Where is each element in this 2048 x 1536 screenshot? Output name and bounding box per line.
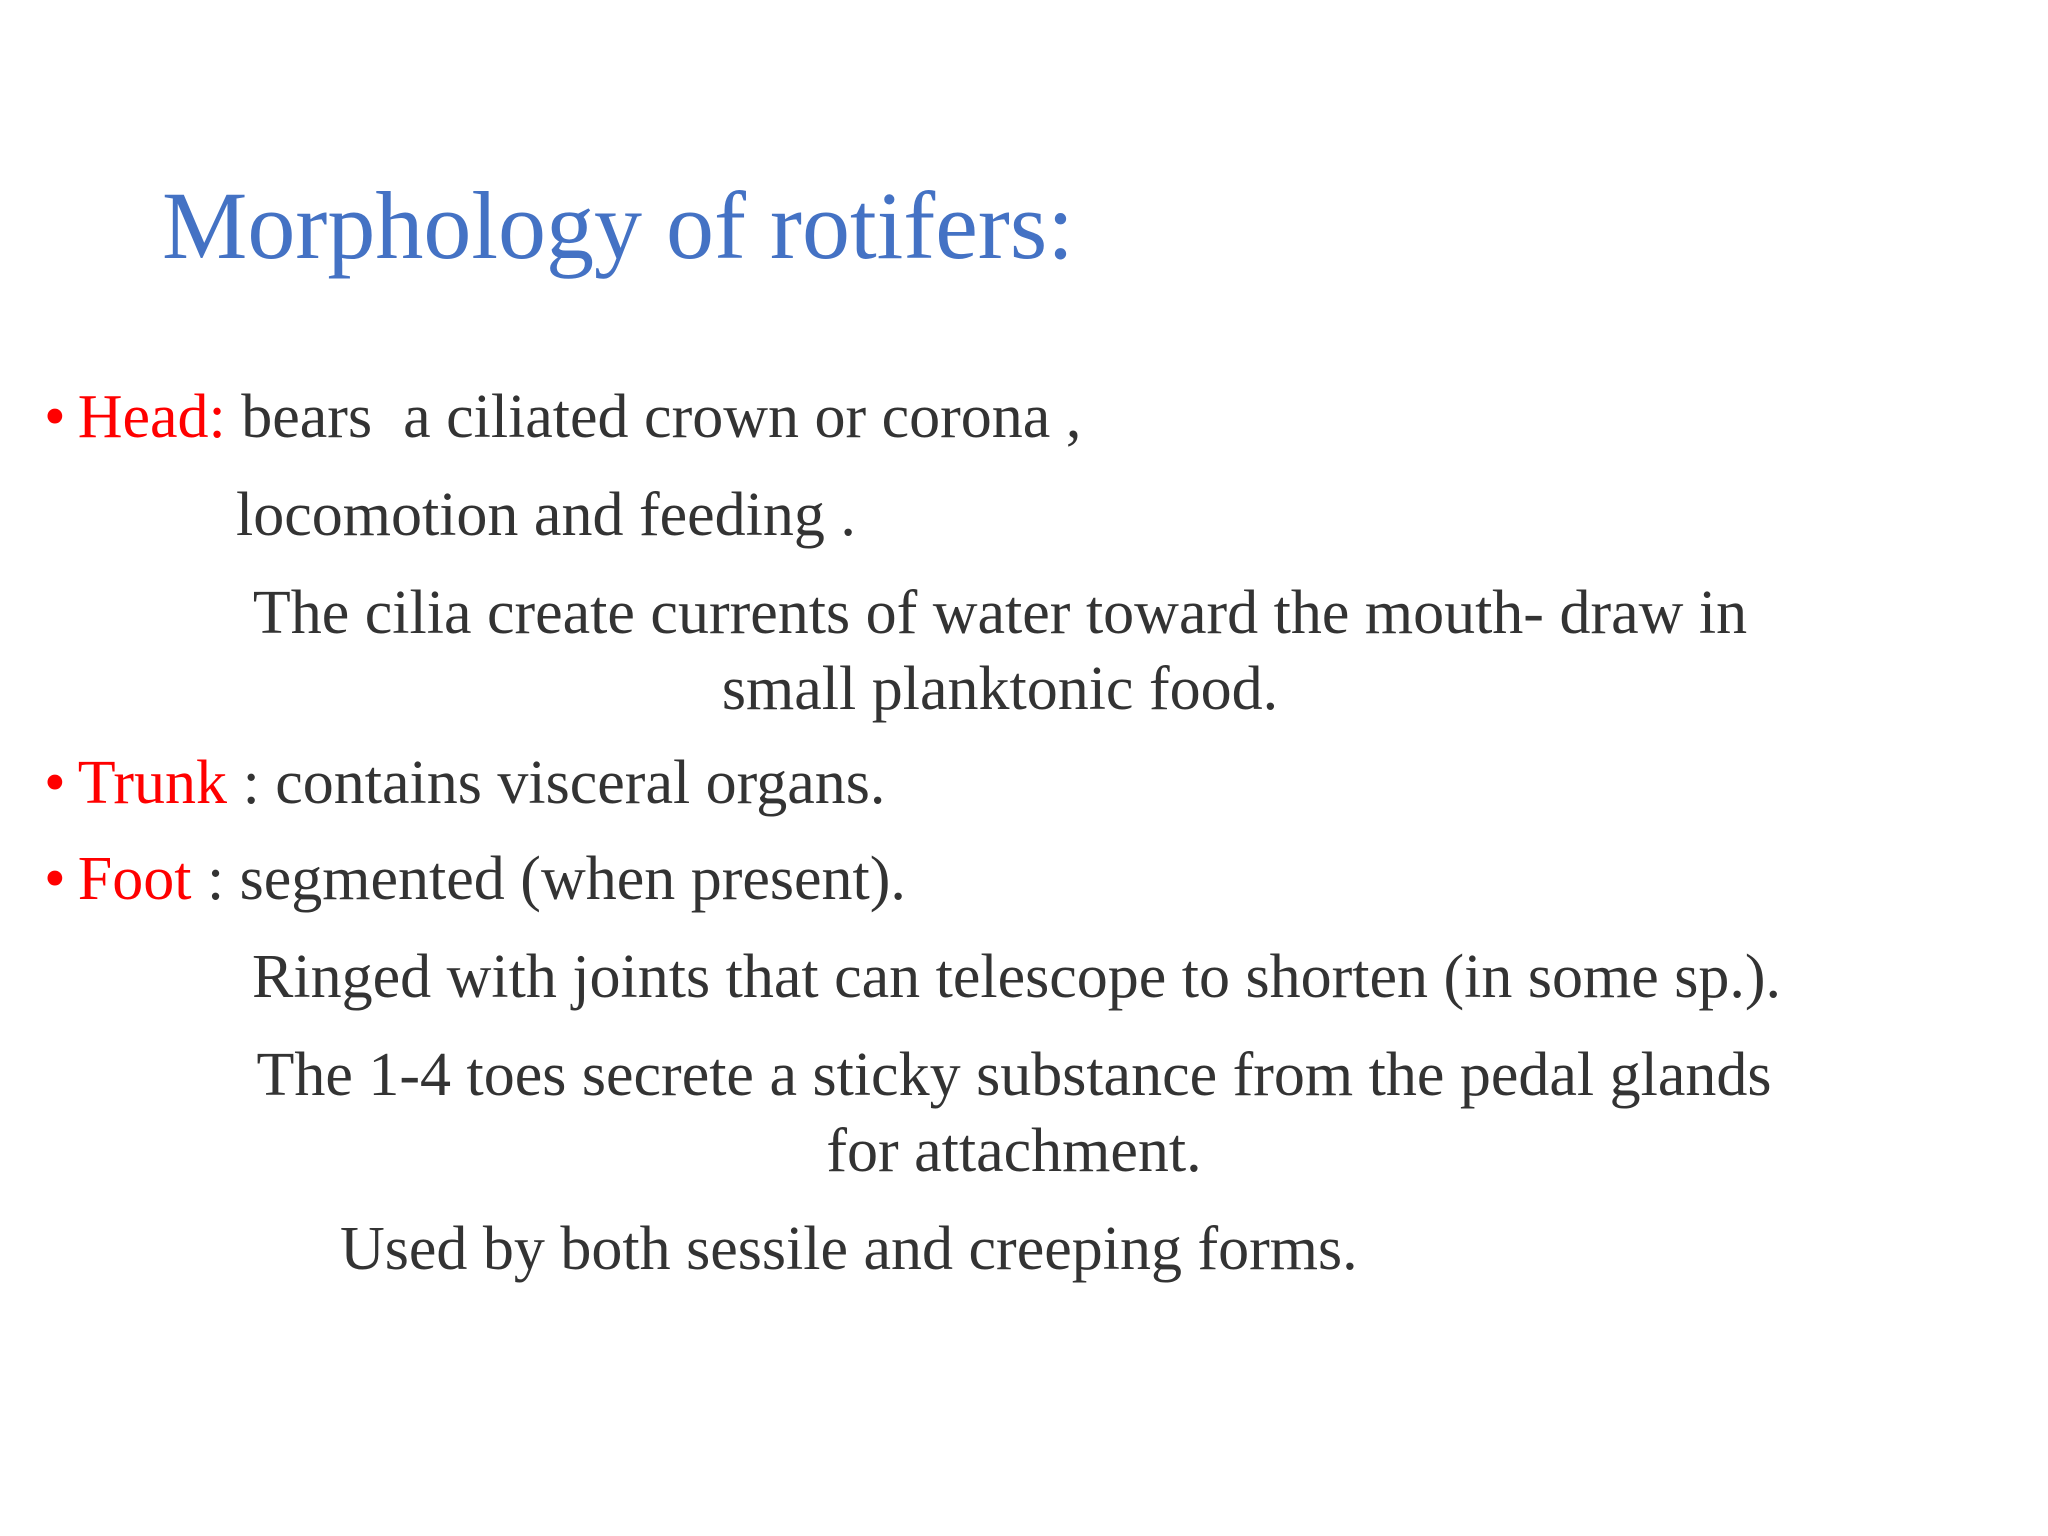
foot-term: Foot bbox=[77, 845, 192, 913]
trunk-term: Trunk bbox=[77, 749, 228, 817]
bullet-marker: • bbox=[44, 383, 66, 451]
head-sub-cilia-line2: small planktonic food. bbox=[721, 655, 1279, 723]
head-text: bears a ciliated crown or corona , bbox=[225, 383, 1082, 451]
trunk-text: : contains visceral organs. bbox=[227, 749, 886, 817]
foot-sub-toes-line1: The 1-4 toes secrete a sticky substance from the pedal glands bbox=[256, 1041, 1772, 1109]
bullet-trunk bbox=[44, 749, 886, 817]
slide-title: Morphology of rotifers: bbox=[162, 172, 1074, 279]
bullet-marker: • bbox=[44, 749, 66, 817]
bullet-marker: • bbox=[44, 845, 66, 913]
bullet-foot bbox=[44, 845, 906, 913]
foot-sub-toes-line2: for attachment. bbox=[826, 1117, 1202, 1185]
head-sub-locomotion: locomotion and feeding . bbox=[236, 481, 856, 549]
head-sub-cilia-line1: The cilia create currents of water toward the mouth- draw in bbox=[252, 579, 1748, 647]
bullet-head bbox=[44, 383, 1082, 451]
foot-sub-ringed: Ringed with joints that can telescope to shorten (in some sp.). bbox=[252, 943, 1782, 1011]
foot-text: : segmented (when present). bbox=[191, 845, 906, 913]
foot-sub-forms: Used by both sessile and creeping forms. bbox=[340, 1215, 1358, 1283]
head-term: Head: bbox=[77, 383, 226, 451]
